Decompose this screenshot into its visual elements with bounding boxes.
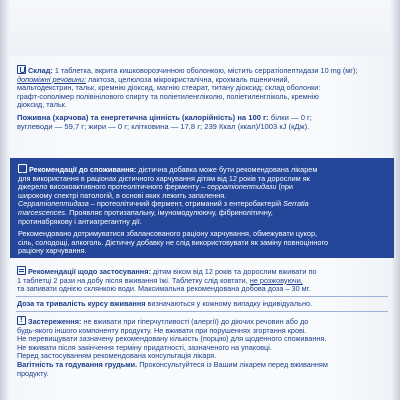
warnings-block	[17, 316, 392, 378]
composition-block	[17, 65, 392, 110]
warnings-line: будь-якого іншого компоненту продукту. Не вживати при порушеннях згортання крові.	[17, 325, 307, 335]
bacteria-name: marcescences	[18, 207, 66, 217]
left-edge	[0, 0, 10, 400]
flask-icon	[17, 65, 26, 74]
composition-line: діоксид, тальк.	[17, 100, 67, 110]
usage-line: дітям віком від 12 років та дорослим вживати по	[152, 267, 317, 276]
usage-line: та запивати однією склянкою води. Максимальна рекомендована добова доза – 30 мг.	[17, 284, 311, 294]
nutrition-block	[17, 113, 392, 132]
recommendation-line: для використання в раціонах дієтичного харчування дітям від 12 років та дорослим як	[18, 173, 310, 183]
nutrition-label: Поживна (харчова) та енергетична цінність (калорійність) на 100 г:	[17, 113, 269, 122]
composition-line: графт-сополімер полівінілового спирту та поліетиленгліколю, поліетиленгліколь, кремнію	[17, 91, 319, 101]
pregnancy-label: Вагітність та годування грудьми.	[17, 359, 138, 369]
recommendation-line: дієтична добавка може бути рекомендована лікарем	[138, 165, 318, 174]
recommendation-text	[18, 164, 390, 256]
composition-line: 1 таблетка, вкрита кишковорозчинною оболонкою, містить серратіопептидази 10 mg (мг);	[54, 66, 358, 75]
warning-icon	[17, 316, 26, 325]
usage-underlined: не розжовуючи,	[249, 275, 303, 285]
composition-label: Склад:	[28, 66, 53, 75]
duration-label: Доза та тривалість курсу вживання	[17, 299, 146, 308]
excipients-label: допоміжні речовини:	[17, 74, 86, 84]
usage-block	[17, 266, 392, 294]
recommendation-line: сіль, солодощі, алкоголь. Дієтичну добавку не слід використовувати як заміну повноцінного	[18, 237, 329, 247]
composition-line: лактоза, целюлоза мікрокристалічна, крохмаль пшеничний,	[88, 74, 290, 84]
divider	[16, 311, 388, 312]
enzyme-name: серратіопептидази	[207, 182, 277, 192]
recommendation-box	[10, 158, 394, 258]
duration-text: визначаються у кожному випадку індивідуально.	[147, 299, 313, 308]
recommendation-label: Рекомендації до споживання:	[29, 165, 137, 174]
duration-block	[17, 300, 392, 309]
recommendation-line: джерело високоактивного протеолітичного ферменту –	[18, 182, 206, 192]
warnings-line: Перед застосуванням рекомендована консультація лікаря.	[17, 351, 217, 361]
warnings-line: Не вживати після закінчення терміну придатності, зазначеного на упаковці.	[17, 342, 272, 352]
recommendation-line: протинабрякову і антиагрегантну дії.	[18, 216, 142, 226]
warnings-label: Застереження:	[28, 317, 82, 326]
top-band	[0, 0, 400, 56]
recommendation-line: Рекомендовано дотримуватися збалансованого раціону харчування, обмежувати цукор,	[18, 229, 318, 239]
pregnancy-text: Проконсультуйтеся із Вашим лікарем перед вживанням	[139, 359, 328, 369]
enzyme-name: Серратіопептидаза	[18, 199, 89, 209]
recommendation-line: широкому спектрі патологій, в основі яких лежить запалення.	[18, 190, 227, 200]
divider	[16, 296, 388, 297]
pregnancy-text: продукту.	[17, 368, 49, 378]
usage-line: 1 таблетці 2 рази на добу після вживання їжі. Таблетку слід ковтати,	[17, 275, 248, 285]
bacteria-name: Serratia	[283, 199, 309, 209]
warnings-line: не вживати при гіперчутливості (алергії) до діючих речовин або до	[83, 317, 309, 326]
check-icon	[18, 164, 27, 173]
composition-line: мальтодекстрин, тальк, кремнію діоксид, магнію стеарат, титану діоксид; склад оболонки:	[17, 83, 321, 93]
recommendation-line: – протеолітичний фермент, отриманий з ентеробактерій	[88, 199, 282, 209]
document-icon	[17, 266, 26, 275]
recommendation-line: раціону харчування.	[18, 246, 87, 256]
usage-label: Рекомендації щодо застосування:	[28, 267, 151, 276]
nutrition-line: білки — 0 г;	[270, 113, 312, 122]
warnings-line: Не перевищувати зазначену рекомендовану кількість (порцію) для щоденного споживання.	[17, 334, 327, 344]
recommendation-line: . Проявляє протизапальну, імуномодулюючу, фібринолітичну,	[65, 207, 273, 217]
nutrition-line: вуглеводи — 59,7 г; жири — 0 г; клітковина — 17,8 г; 239 Ккал (ккал)/1003 кJ (кДж).	[17, 122, 310, 132]
recommendation-line: (при	[278, 182, 293, 192]
